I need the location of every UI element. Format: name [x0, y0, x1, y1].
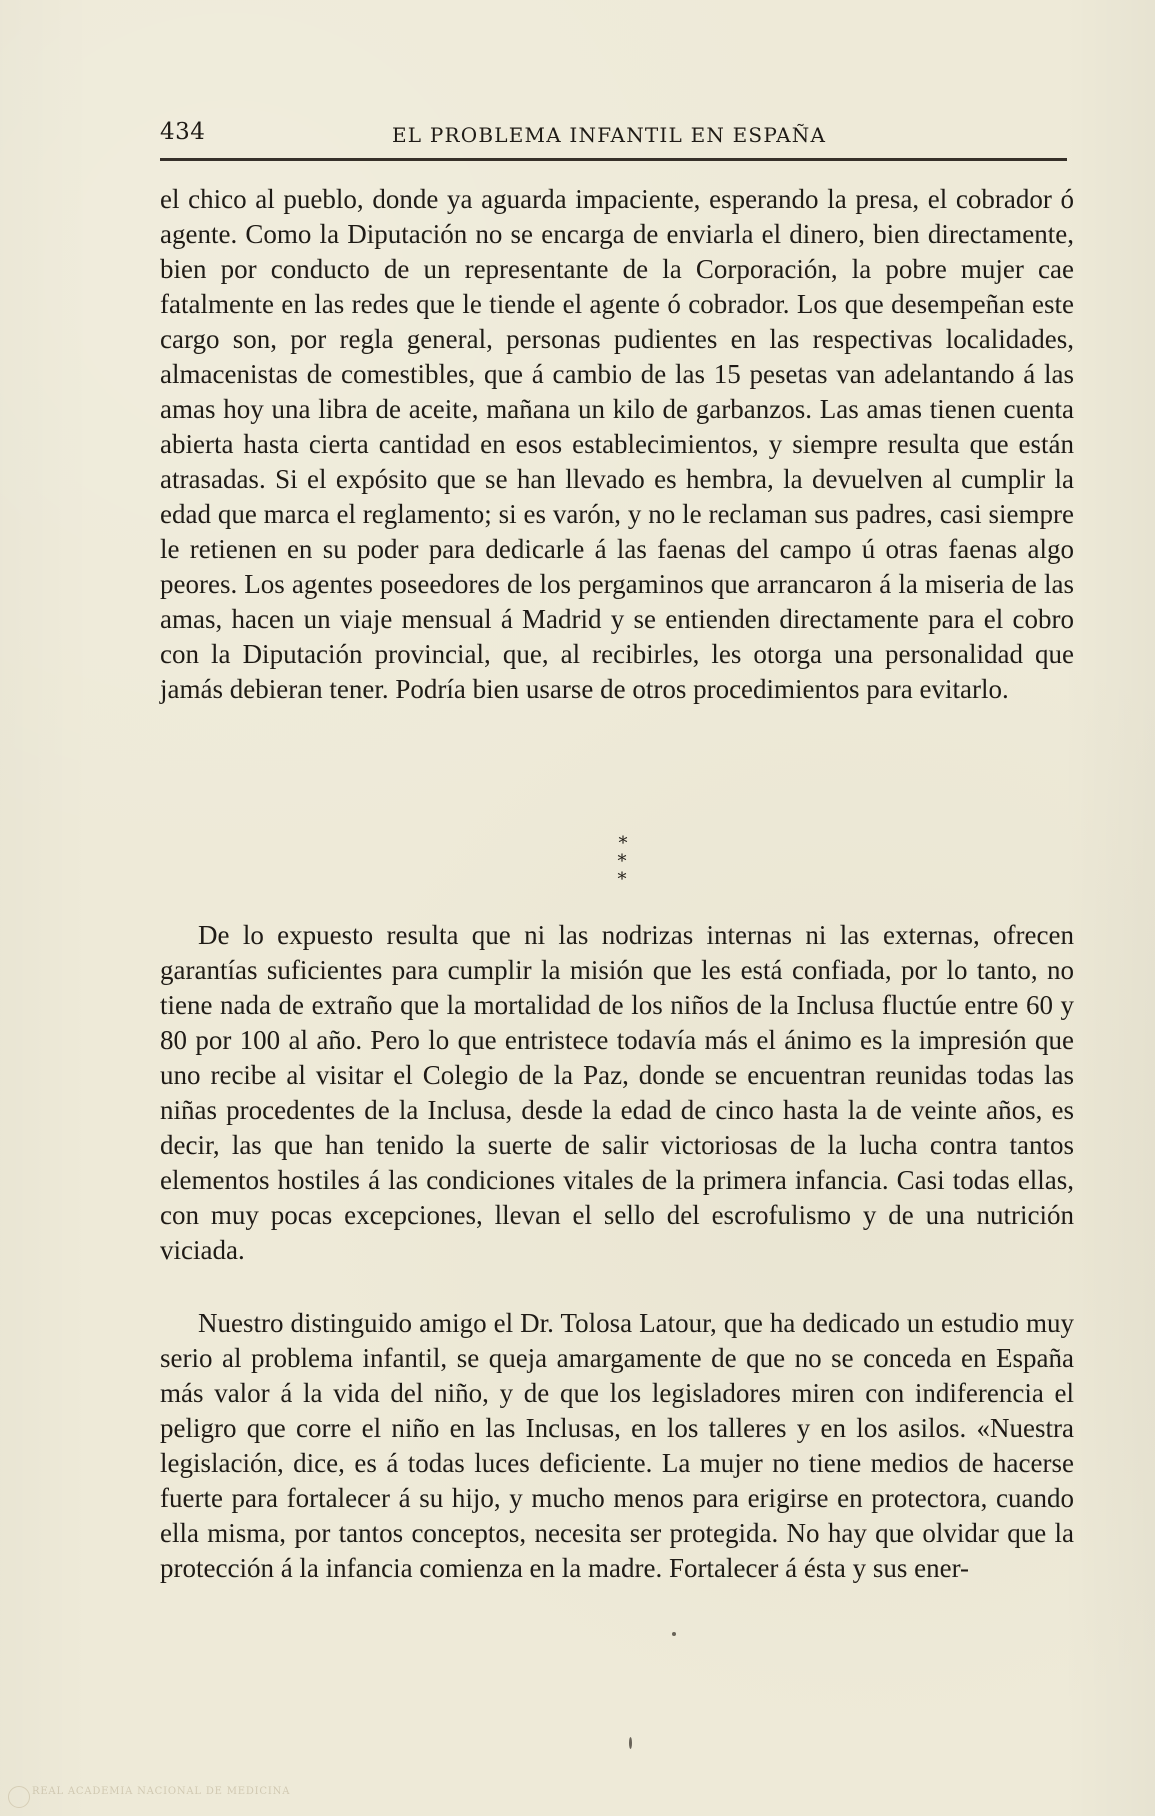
running-title: EL PROBLEMA INFANTIL EN ESPAÑA [392, 123, 827, 147]
page-number: 434 [160, 119, 206, 145]
stamp-seal-icon [8, 1786, 30, 1808]
ink-speck [629, 1737, 632, 1749]
stamp-text: REAL ACADEMIA NACIONAL DE MEDICINA [32, 1786, 291, 1797]
ink-speck [672, 1632, 676, 1636]
library-stamp [8, 1785, 291, 1813]
ornament-top: * [618, 833, 628, 854]
page-header [160, 114, 1065, 154]
paragraph-1: el chico al pueblo, donde ya aguarda impaciente, esperando la presa, el cobrador ó agente. Como la Diputación no se encarga de enviarla el dinero, bien directamente, bien por conducto de un representante de la Corporación, la pobre mujer cae fatalmente en las redes que le tiende el agente ó cobrador. Los que desempeñan este cargo son, por regla general, personas pudientes en las respectivas localidades, almacenistas de comestibles, que á cambio de las 15 pesetas van adelantando á las amas hoy una libra de aceite, mañana un kilo de garbanzos. Las amas tienen cuenta abierta hasta cierta cantidad en esos establecimientos, y siempre resulta que están atrasadas. Si el expósito que se han llevado es hembra, la devuelven al cumplir la edad que marca el reglamento; si es varón, y no le reclaman sus padres, casi siempre le retienen en su poder para dedicarle á las faenas del campo ú otras faenas algo peores. Los agentes poseedores de los pergaminos que arrancaron á la miseria de las amas, hacen un viaje mensual á Madrid y se entienden directamente para el cobro con la Diputación provincial, que, al recibirles, les otorga una personalidad que jamás debieran tener. Podría bien usarse de otros procedimientos para evitarlo. [160, 184, 1074, 704]
paragraph-2: De lo expuesto resulta que ni las nodrizas internas ni las externas, ofrecen garantías suficientes para cumplir la misión que les está confiada, por lo tanto, no tiene nada de extraño que la mortalidad de los niños de la Inclusa fluctúe entre 60 y 80 por 100 al año. Pero lo que entristece todavía más el ánimo es la impresión que uno recibe al visitar el Colegio de la Paz, donde se encuentran reunidas todas las niñas procedentes de la Inclusa, desde la edad de cinco hasta la de veinte años, es decir, las que han tenido la suerte de salir victoriosas de la lucha contra tantos elementos hostiles á las condiciones vitales de la primera infancia. Casi todas ellas, con muy pocas excepciones, llevan el sello del escrofulismo y de una nutrición viciada. [160, 920, 1074, 1265]
ornament-bottom: * * [617, 851, 637, 890]
paragraph-3: Nuestro distinguido amigo el Dr. Tolosa Latour, que ha dedicado un estudio muy serio al problema infantil, se queja amargamente de que no se conceda en España más valor á la vida del niño, y de que los legisladores miren con indiferencia el peligro que corre el niño en las Inclusas, en los talleres y en los asilos. «Nuestra legislación, dice, es á todas luces deficiente. La mujer no tiene medios de hacerse fuerte para fortalecer á su hijo, y mucho menos para erigirse en protectora, cuando ella misma, por tantos conceptos, necesita ser protegida. No hay que olvidar que la protección á la infancia comienza en la madre. Fortalecer á ésta y sus ener- [160, 1308, 1074, 1583]
header-rule [160, 158, 1067, 161]
section-ornament [608, 833, 638, 890]
